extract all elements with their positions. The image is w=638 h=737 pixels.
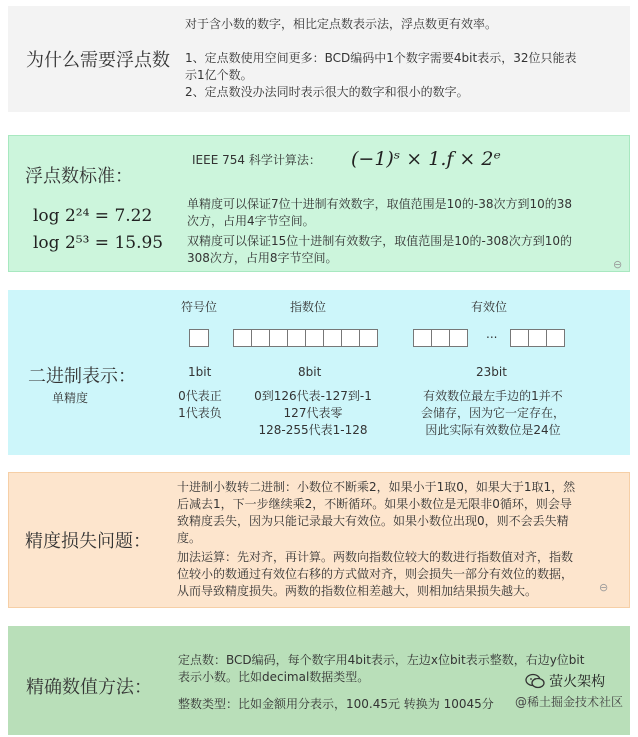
card1-line-1: 对于含小数的数字，相比定点数表示法，浮点数更有效率。	[185, 17, 498, 31]
sign-bit-label: 符号位	[181, 300, 218, 314]
exp-bit	[305, 329, 324, 347]
mant-bit	[449, 329, 468, 347]
single-line-2: 次方，占用4字节空间。	[187, 214, 315, 228]
fixed-point-line-2: 表示小数。比如decimal数据类型。	[178, 670, 370, 684]
sign-desc-1: 0代表正	[178, 389, 222, 403]
single-line-1: 单精度可以保证7位十进制有效数字，取值范围是10的-38次方到10的38	[187, 197, 573, 211]
card1-title: 为什么需要浮点数	[26, 50, 170, 71]
mant-desc-1: 有效数位最左手边的1并不	[423, 389, 563, 403]
exp-bit	[359, 329, 378, 347]
card1-line-2: 1、定点数使用空间更多：BCD编码中1个数字需要4bit表示，32位只能表	[185, 51, 577, 65]
exp-bit	[233, 329, 252, 347]
mant-bit	[413, 329, 432, 347]
exponent-label: 指数位	[290, 300, 327, 314]
para2-line-2: 位较小的数通过有效位右移的方式做对齐，则会损失一部分有效位的数据，	[177, 567, 574, 581]
exp-desc-1: 0到126代表-127到-1	[254, 389, 372, 403]
mant-desc-3: 因此实际有效数位是24位	[425, 423, 561, 437]
card1-line-3: 示1亿个数。	[185, 68, 253, 82]
mant-desc-2: 会储存，因为它一定存在，	[420, 406, 565, 420]
exp-bit	[287, 329, 306, 347]
card1-line-4: 2、定点数没办法同时表示很大的数字和很小的数字。	[185, 85, 469, 99]
mant-bit	[546, 329, 565, 347]
card-why-floating-point	[8, 6, 630, 112]
exp-desc-3: 128-255代表1-128	[258, 423, 368, 437]
log-2-24: log 2²⁴ = 7.22	[33, 206, 153, 226]
watermark-sub: @稀土掘金技术社区	[515, 695, 624, 709]
integer-type-line: 整数类型：比如金额用分表示，100.45元 转换为 10045分	[178, 697, 494, 711]
wechat-icon	[525, 673, 545, 689]
para1-line-1: 十进制小数转二进制：小数位不断乘2，如果小于1取0，如果大于1取1，然	[177, 480, 576, 494]
exp-bit	[341, 329, 360, 347]
para2-line-3: 从而导致精度损失。两数的指数位相差越大，则相加结果损失越大。	[177, 584, 538, 598]
mantissa-bits-left	[413, 329, 467, 347]
mant-bit	[510, 329, 529, 347]
mant-bit	[431, 329, 450, 347]
card2-title: 浮点数标准：	[25, 166, 133, 187]
link-icon: ⊖	[599, 581, 609, 594]
ieee-formula: (−1)ˢ × 1.f × 2ᵉ	[351, 148, 501, 170]
mant-bit	[528, 329, 547, 347]
para1-line-2: 后减去1，下一步继续乘2，不断循环。如果小数位是无限非0循环，则会导	[177, 497, 572, 511]
card-binary-representation	[8, 290, 630, 455]
exp-desc-2: 127代表零	[283, 406, 343, 420]
fixed-point-line-1: 定点数：BCD编码，每个数字用4bit表示，左边x位bit表示整数，右边y位bit	[178, 653, 585, 667]
log-2-53: log 2⁵³ = 15.95	[33, 233, 164, 253]
card-precision-loss	[8, 472, 630, 608]
sign-bit-count: 1bit	[188, 365, 212, 379]
watermark	[525, 671, 630, 691]
mantissa-label: 有效位	[471, 300, 508, 314]
sign-desc-2: 1代表负	[178, 406, 222, 420]
exponent-bit-count: 8bit	[298, 365, 322, 379]
card5-title: 精确数值方法：	[26, 677, 152, 698]
exponent-bits	[233, 329, 377, 347]
card4-title: 精度损失问题：	[25, 531, 151, 552]
para1-line-4: 度。	[177, 531, 202, 545]
ieee-label: IEEE 754 科学计算法：	[192, 153, 321, 167]
card3-title: 二进制表示：	[28, 366, 136, 387]
double-line-2: 308次方，占用8字节空间。	[187, 251, 338, 265]
para1-line-3: 致精度丢失，因为只能记录最大有效位。如果小数位出现0，则不会丢失精	[177, 514, 569, 528]
para2-line-1: 加法运算：先对齐，再计算。两数向指数位较大的数进行指数值对齐，指数	[177, 550, 574, 564]
mantissa-ellipsis: ...	[486, 327, 498, 341]
double-line-1: 双精度可以保证15位十进制有效数字，取值范围是10的-308次方到10的	[187, 234, 573, 248]
exp-bit	[323, 329, 342, 347]
exp-bit	[269, 329, 288, 347]
exp-bit	[251, 329, 270, 347]
watermark-brand: 萤火架构	[549, 674, 606, 690]
precision-label: 单精度	[52, 391, 89, 405]
link-icon: ⊖	[613, 258, 623, 271]
mantissa-bit-count: 23bit	[476, 365, 507, 379]
sign-bit-box	[189, 329, 209, 347]
mantissa-bits-right	[510, 329, 564, 347]
card-float-standard	[8, 135, 630, 272]
